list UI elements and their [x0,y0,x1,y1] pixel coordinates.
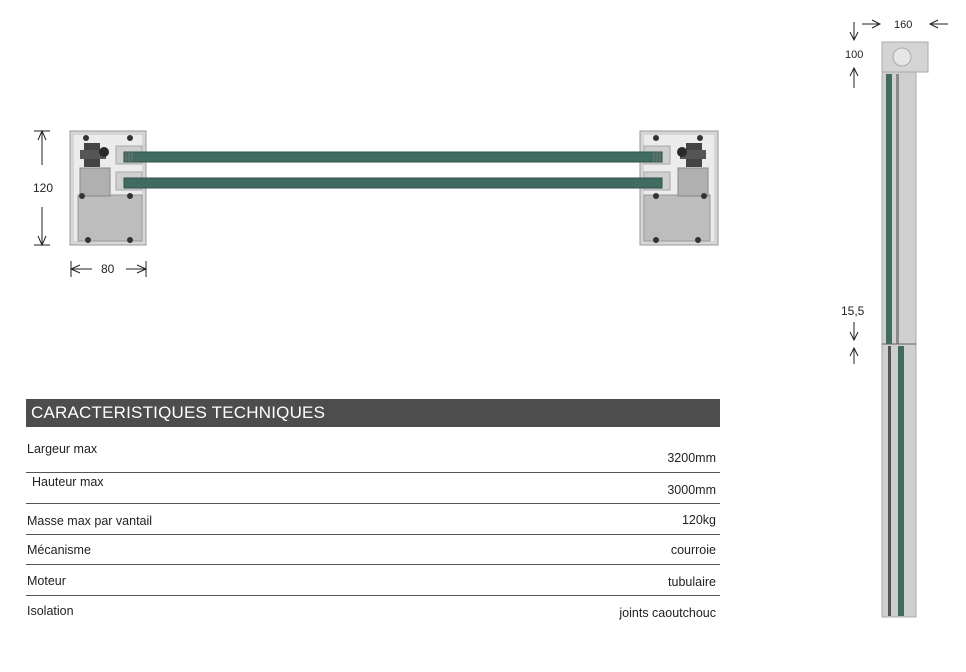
section-width-label: 80 [101,262,115,276]
spec-label: Masse max par vantail [27,514,153,528]
lower-door-panel [124,178,662,188]
spec-row-hauteur [26,473,720,504]
side-gap-dimension [850,322,858,364]
spec-label: Largeur max [27,442,98,456]
spec-value: joints caoutchouc [619,606,716,620]
side-top-label: 100 [845,49,864,61]
spec-value: 3000mm [667,483,716,497]
spec-value: courroie [670,543,716,557]
spec-value: 120kg [681,513,716,527]
spec-label: Isolation [27,604,74,618]
spec-row-masse [26,504,720,535]
spec-label: Mécanisme [27,543,91,557]
spec-row-largeur [26,427,720,473]
upper-door-panel [124,152,662,162]
side-gap-label: 15,5 [841,304,865,318]
section-height-label: 120 [33,181,54,195]
spec-row-moteur [26,565,720,596]
spec-label: Hauteur max [32,475,104,489]
spec-value: 3200mm [667,451,716,465]
spec-value: tubulaire [668,575,716,589]
specs-title: CARACTERISTIQUES TECHNIQUES [26,399,720,427]
side-width-label: 160 [894,19,913,31]
spec-row-isolation [26,596,720,626]
spec-label: Moteur [27,574,66,588]
spec-row-mecanisme [26,535,720,565]
side-elevation-view [882,42,928,617]
